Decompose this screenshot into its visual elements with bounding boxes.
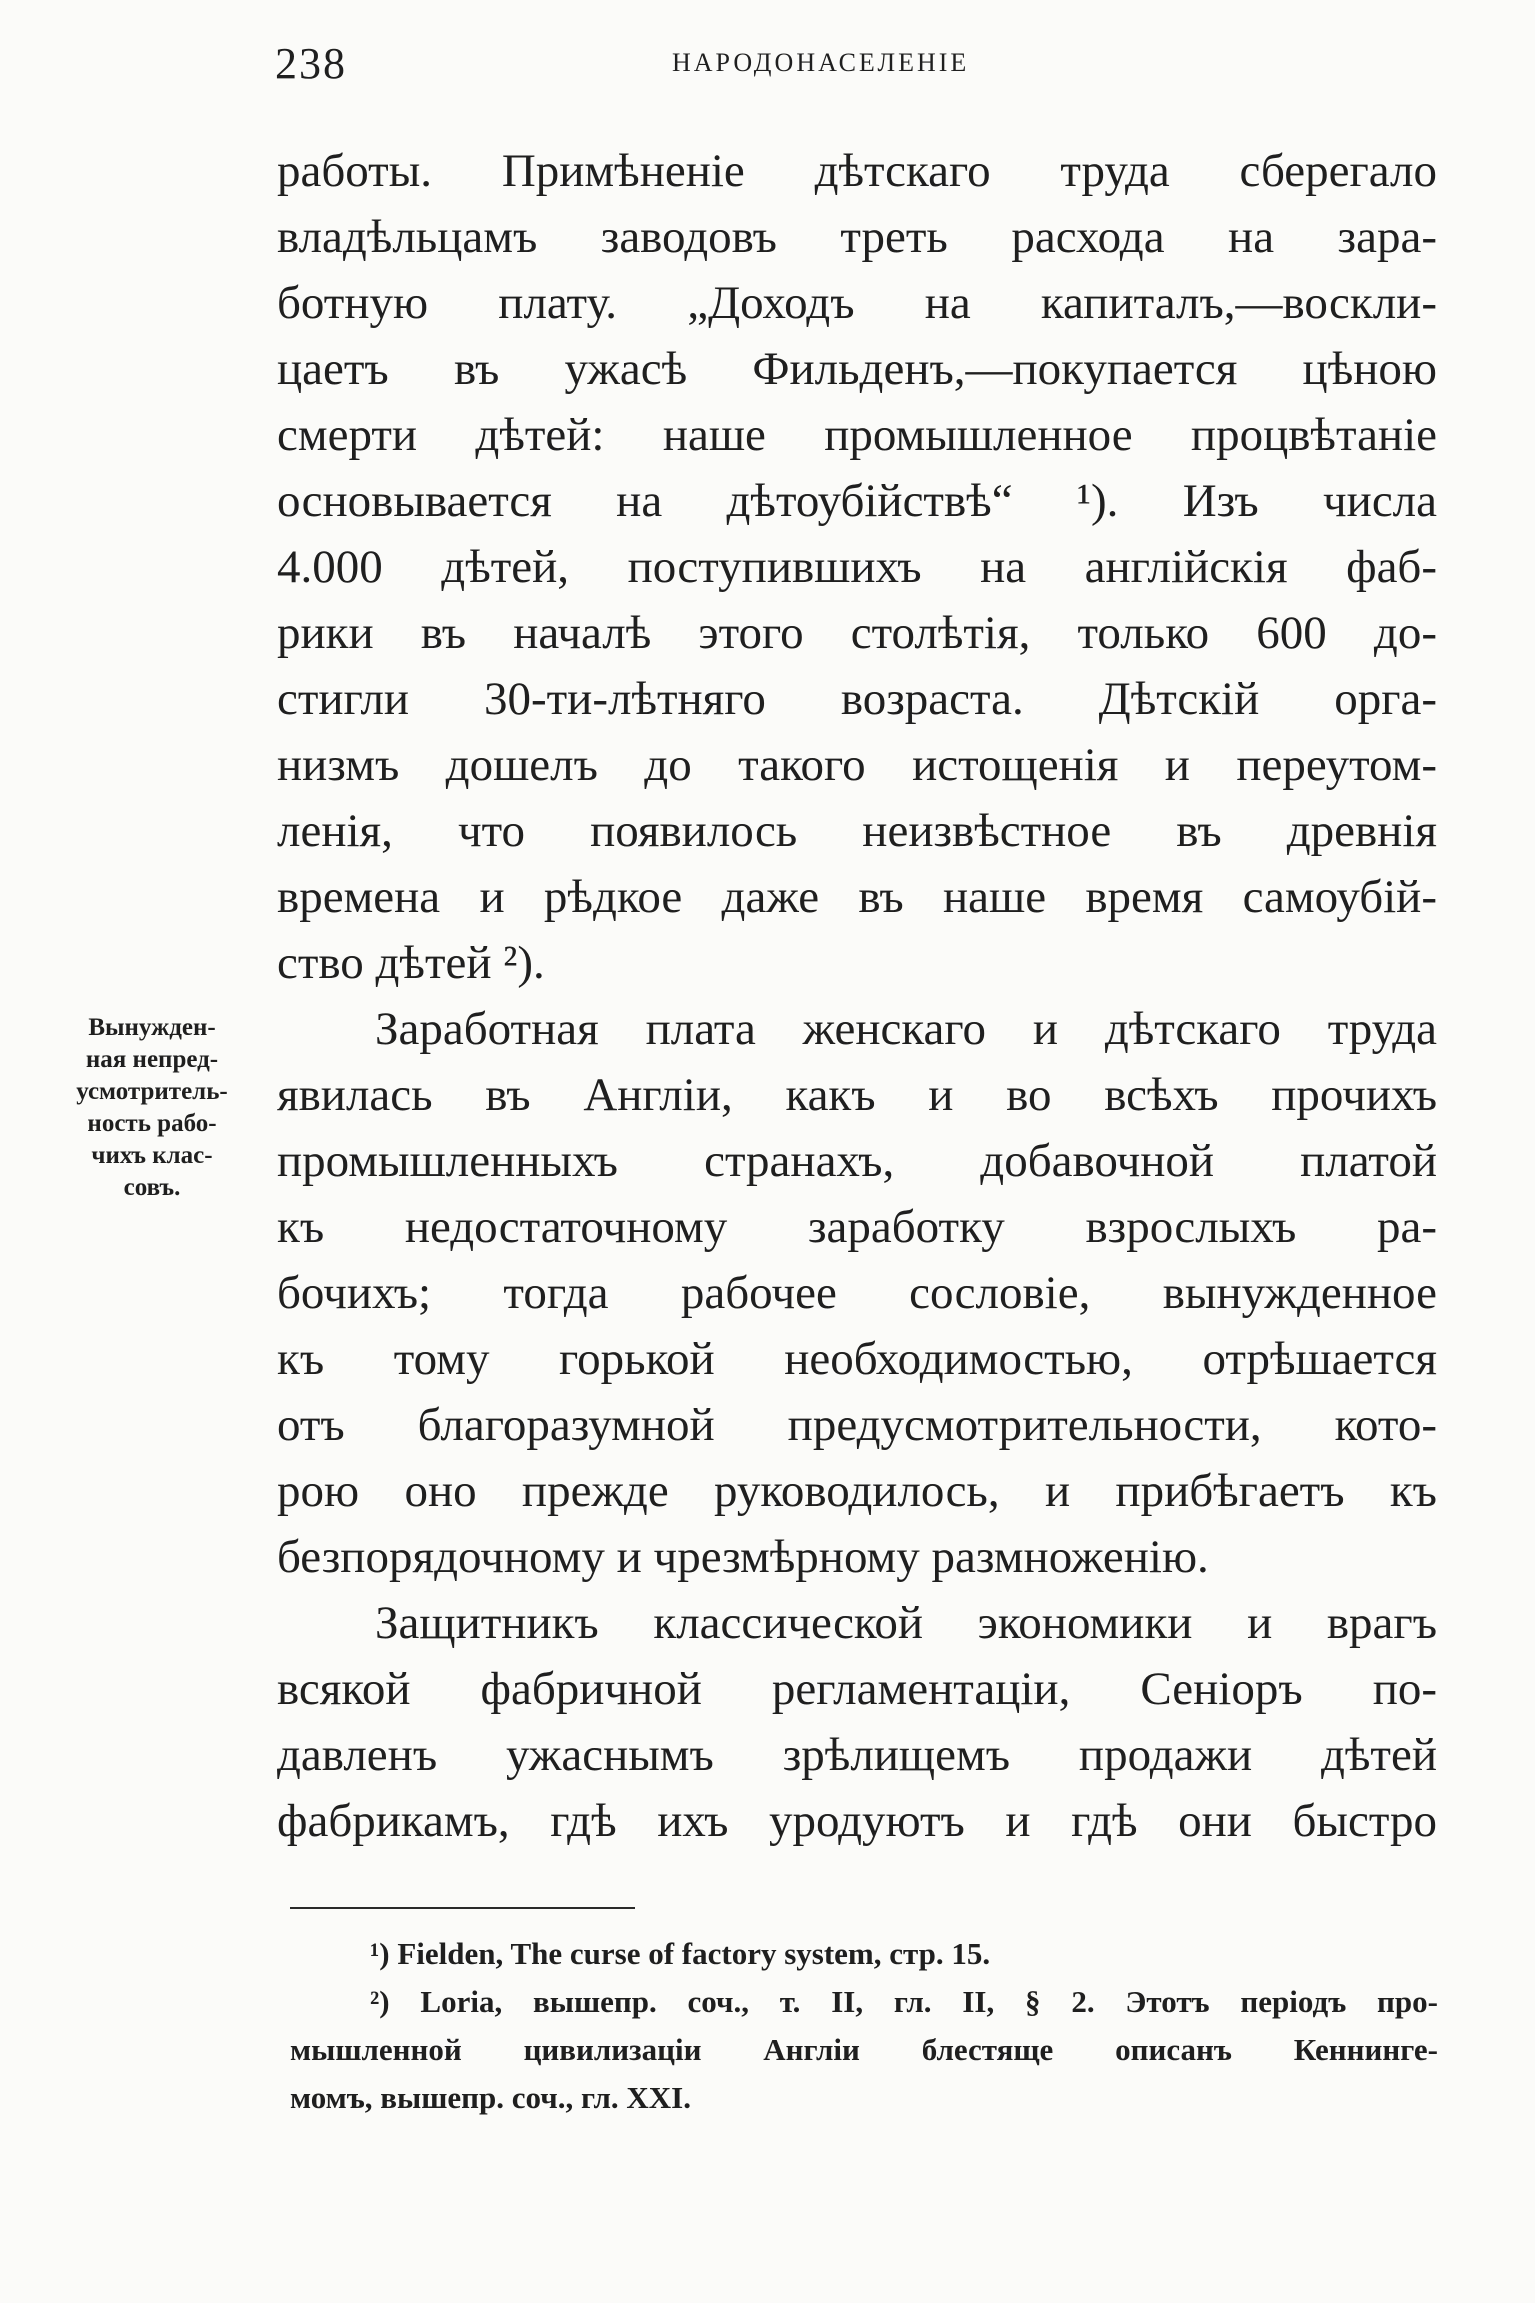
text-line: смерти дѣтей: наше промышленное процвѣтаніе (277, 409, 1437, 461)
text-line: къ тому горькой необходимостью, отрѣшается (277, 1333, 1437, 1385)
page-header (0, 38, 1535, 88)
text-line: ство дѣтей ²). (277, 937, 545, 989)
text-line: рики въ началѣ этого столѣтія, только 600 до- (277, 607, 1437, 659)
text-line: давленъ ужаснымъ зрѣлищемъ продажи дѣтей (277, 1729, 1437, 1781)
margin-note-line: усмотритель- (76, 1078, 228, 1105)
text-line: фабрикамъ, гдѣ ихъ уродуютъ и гдѣ они быстро (277, 1795, 1437, 1847)
text-line: ленія, что появилось неизвѣстное въ древнія (277, 805, 1437, 857)
text-line: безпорядочному и чрезмѣрному размноженію. (277, 1531, 1209, 1583)
text-line: работы. Примѣненіе дѣтскаго труда сберегало (277, 145, 1437, 197)
text-line: отъ благоразумной предусмотрительности, кото- (277, 1399, 1437, 1451)
text-line: явилась въ Англіи, какъ и во всѣхъ прочихъ (277, 1069, 1437, 1121)
text-line: промышленныхъ странахъ, добавочной платой (277, 1135, 1437, 1187)
page-number: 238 (275, 39, 347, 88)
margin-note (42, 1012, 262, 1204)
text-line: низмъ дошелъ до такого истощенія и переутом- (277, 739, 1437, 791)
footnote-1: ¹) Fielden, The curse of factory system, стр. 15. (370, 1936, 991, 1971)
footnotes (290, 1930, 1438, 2122)
footnote-divider (290, 1907, 635, 1909)
text-line: бочихъ; тогда рабочее сословіе, вынужденное (277, 1267, 1437, 1319)
footnote-2: ²) Loria, вышепр. соч., т. II, гл. II, § 2. Этотъ періодъ про- (370, 1984, 1438, 2019)
margin-note-line: совъ. (123, 1174, 181, 1201)
margin-note-line: ная непред- (85, 1046, 219, 1073)
footnote-2-continued: момъ, вышепр. соч., гл. XXI. (290, 2080, 691, 2115)
text-line: всякой фабричной регламентаціи, Сеніоръ по- (277, 1663, 1437, 1715)
margin-note-line: чихъ клас- (91, 1142, 213, 1169)
paragraph-start-line: Защитникъ классической экономики и врагъ (375, 1597, 1437, 1649)
text-line: времена и рѣдкое даже въ наше время самоубій- (277, 871, 1437, 923)
text-line: стигли 30-ти-лѣтняго возраста. Дѣтскій орга- (277, 673, 1437, 725)
margin-note-line: ность рабо- (87, 1110, 217, 1137)
main-text (277, 138, 1437, 1854)
text-line: рою оно прежде руководилось, и прибѣгаетъ къ (277, 1465, 1437, 1517)
text-line: основывается на дѣтоубійствѣ“ ¹). Изъ числа (277, 475, 1437, 527)
text-line: владѣльцамъ заводовъ треть расхода на зара- (277, 211, 1437, 263)
margin-note-line: Вынужден- (88, 1014, 216, 1041)
text-line: къ недостаточному заработку взрослыхъ ра- (277, 1201, 1437, 1253)
running-head: НАРОДОНАСЕЛЕНІЕ (672, 48, 970, 77)
text-line: 4.000 дѣтей, поступившихъ на англійскія фаб- (277, 541, 1437, 593)
paragraph-start-line: Заработная плата женскаго и дѣтскаго труда (375, 1003, 1437, 1055)
footnote-2-continued: мышленной цивилизаціи Англіи блестяще описанъ Кеннинге- (290, 2032, 1438, 2067)
text-line: цаетъ въ ужасѣ Фильденъ,—покупается цѣною (277, 343, 1437, 395)
text-line: ботную плату. „Доходъ на капиталъ,—воскли- (277, 277, 1437, 329)
